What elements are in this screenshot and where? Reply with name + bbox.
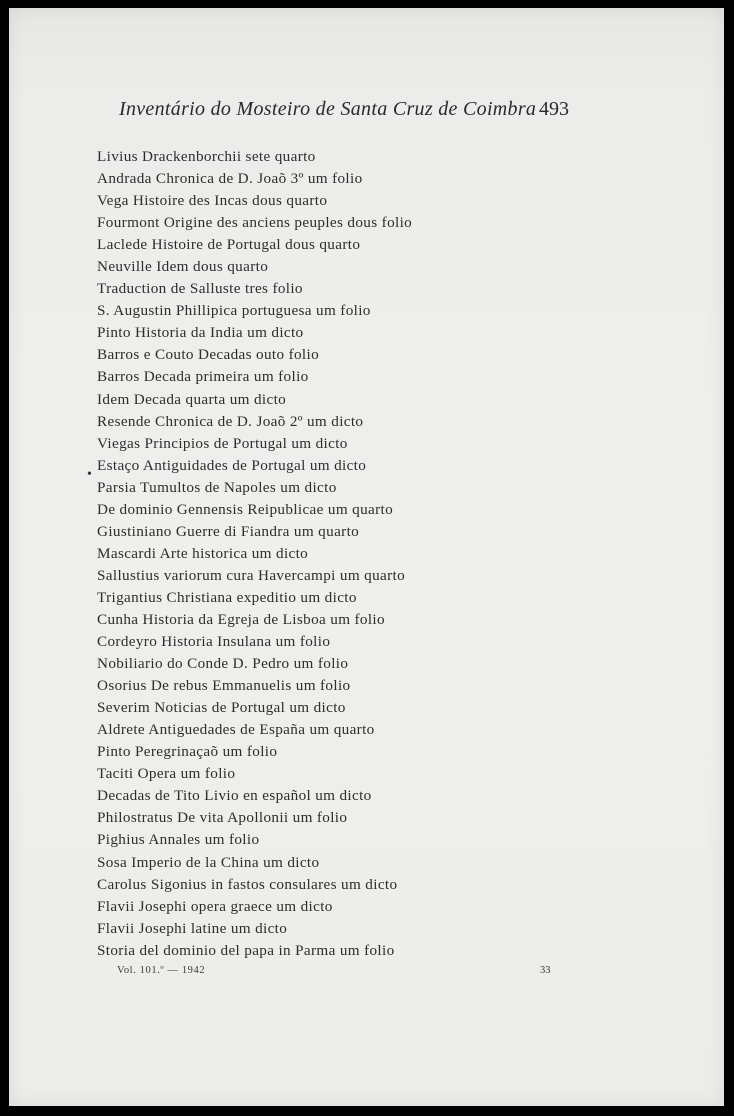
- list-item: Cordeyro Historia Insulana um folio: [97, 633, 331, 651]
- book-page: [9, 8, 724, 1106]
- list-item: Barros Decada primeira um folio: [97, 368, 309, 386]
- list-item: S. Augustin Phillipica portuguesa um folio: [97, 302, 371, 320]
- list-item: Idem Decada quarta um dicto: [97, 390, 287, 408]
- running-title: Inventário do Mosteiro de Santa Cruz de Coimbra: [119, 98, 537, 120]
- list-item: Traduction de Salluste tres folio: [97, 280, 303, 298]
- list-item: Pinto Peregrinaçaõ um folio: [97, 743, 278, 761]
- list-item: Pighius Annales um folio: [97, 831, 260, 849]
- list-item: Flavii Josephi opera graece um dicto: [97, 897, 333, 915]
- list-item: De dominio Gennensis Reipublicae um quarto: [97, 500, 394, 518]
- list-item: Philostratus De vita Apollonii um folio: [97, 809, 348, 827]
- list-item: Flavii Josephi latine um dicto: [97, 919, 288, 937]
- list-item: Nobiliario do Conde D. Pedro um folio: [97, 655, 349, 673]
- list-item: Andrada Chronica de D. Joaõ 3º um folio: [97, 170, 363, 188]
- list-item: Neuville Idem dous quarto: [97, 258, 269, 276]
- list-item: Giustiniano Guerre di Fiandra um quarto: [97, 522, 360, 540]
- list-item: Vega Histoire des Incas dous quarto: [97, 192, 328, 210]
- list-item: Resende Chronica de D. Joaõ 2º um dicto: [97, 412, 364, 430]
- list-item: Sosa Imperio de la China um dicto: [97, 853, 320, 871]
- list-item: Parsia Tumultos de Napoles um dicto: [97, 478, 337, 496]
- list-item: Pinto Historia da India um dicto: [97, 324, 304, 342]
- list-item: Taciti Opera um folio: [97, 765, 236, 783]
- footer-volume: Vol. 101.º — 1942: [117, 965, 206, 976]
- list-item: Severim Noticias de Portugal um dicto: [97, 699, 346, 717]
- footer-signature: 33: [540, 965, 551, 976]
- list-item: Laclede Histoire de Portugal dous quarto: [97, 236, 361, 254]
- list-item: Estaço Antiguidades de Portugal um dicto: [97, 456, 367, 474]
- list-item: Storia del dominio del papa in Parma um folio: [97, 941, 395, 959]
- inventory-list: [97, 146, 697, 962]
- list-item: Viegas Principios de Portugal um dicto: [97, 434, 348, 452]
- margin-bullet-mark: •: [87, 467, 92, 482]
- running-header: [9, 98, 724, 128]
- list-item: Aldrete Antiguedades de España um quarto: [97, 721, 375, 739]
- list-item: Trigantius Christiana expeditio um dicto: [97, 588, 357, 606]
- list-item: Livius Drackenborchii sete quarto: [97, 148, 316, 165]
- list-item: Mascardi Arte historica um dicto: [97, 544, 309, 562]
- list-item: Sallustius variorum cura Havercampi um quarto: [97, 566, 406, 584]
- list-item: Barros e Couto Decadas outo folio: [97, 346, 320, 364]
- list-item: Cunha Historia da Egreja de Lisboa um folio: [97, 610, 385, 628]
- list-item: Osorius De rebus Emmanuelis um folio: [97, 677, 351, 695]
- list-item: Carolus Sigonius in fastos consulares um dicto: [97, 875, 398, 893]
- list-item: Decadas de Tito Livio en español um dicto: [97, 787, 372, 805]
- list-item: Fourmont Origine des anciens peuples dous folio: [97, 214, 413, 232]
- page-number: 493: [539, 98, 569, 120]
